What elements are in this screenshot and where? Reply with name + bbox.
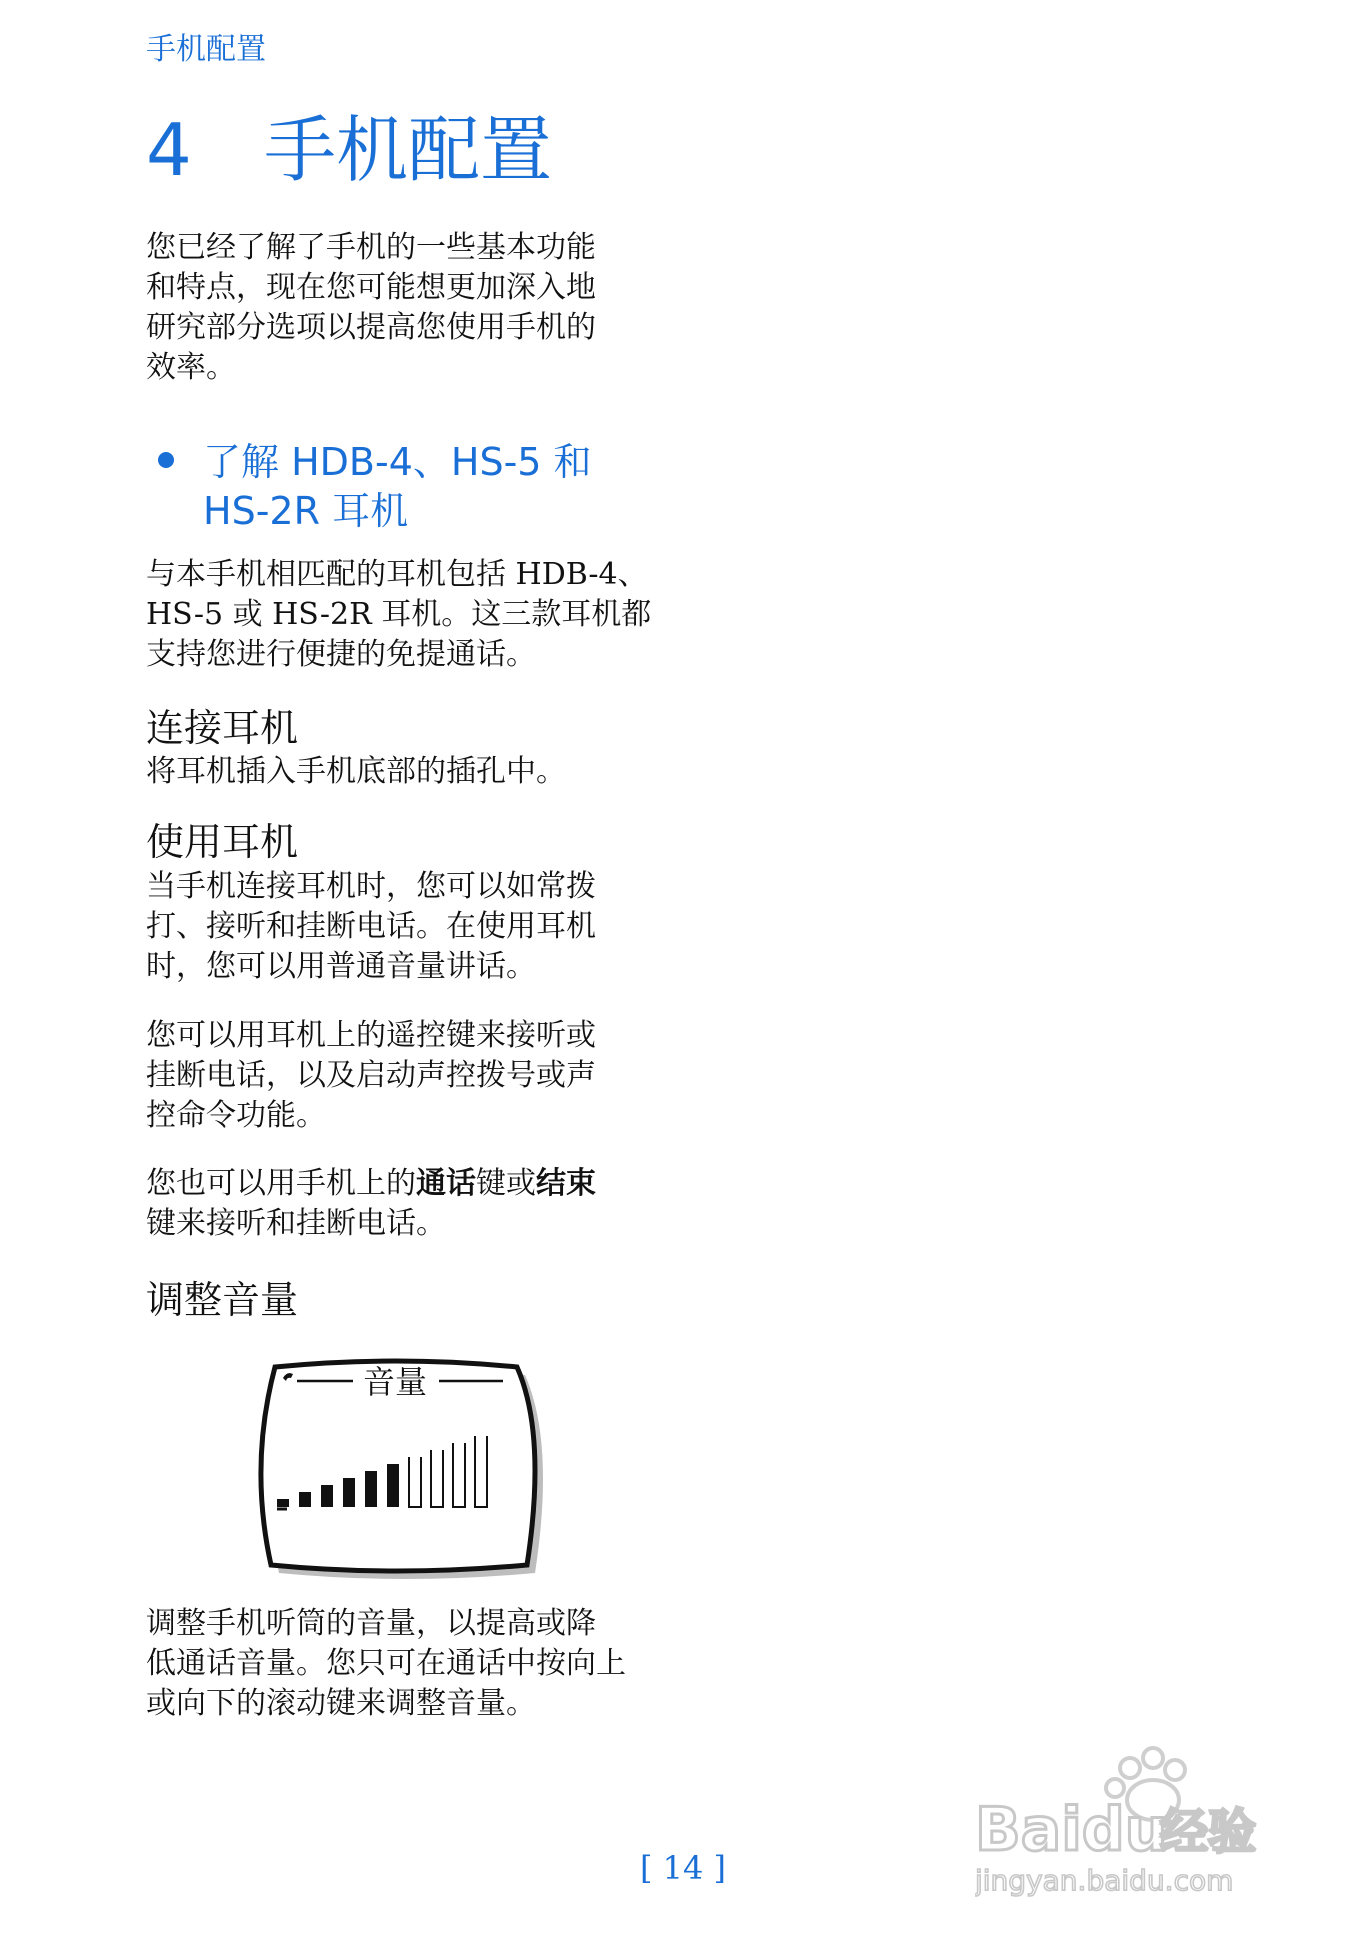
phone-screen-illustration [255,1355,555,1589]
intro-paragraph [146,228,666,388]
volume-bar-filled [365,1471,377,1507]
volume-bar-filled [321,1485,333,1507]
section-title [203,438,643,536]
running-header: 手机配置 [146,32,266,67]
intro-line: 和特点，现在您可能想更加深入地 [146,270,596,305]
volume-bar-filled [387,1464,399,1507]
chapter-number: 4 [146,108,192,192]
connect-body: 将耳机插入手机底部的插孔中。 [146,754,566,789]
watermark-logo [975,1740,1305,1900]
use-paragraph-1 [146,867,666,987]
use-heading: 使用耳机 [146,820,299,864]
intro-line: 您已经了解了手机的一些基本功能 [146,230,596,265]
volume-screen-title: 音量 [362,1363,428,1401]
body-line: 或向下的滚动键来调整音量。 [146,1686,536,1721]
body-line: 键来接听和挂断电话。 [146,1206,446,1241]
section-body [146,555,706,675]
body-line: 与本手机相匹配的耳机包括 HDB-4、 [146,557,648,592]
body-line: 当手机连接耳机时，您可以如常拨 [146,869,596,904]
text-run: 键或 [476,1166,536,1201]
watermark-brand: Baidu [975,1795,1168,1865]
phone-screen-svg [255,1355,555,1585]
watermark-url: jingyan.baidu.com [975,1864,1234,1897]
volume-bar-filled [343,1478,355,1507]
body-line: 控命令功能。 [146,1098,326,1133]
body-line: 支持您进行便捷的免提通话。 [146,637,536,672]
volume-bar-filled [277,1499,289,1507]
intro-line: 效率。 [146,350,236,385]
page-number: [ 14 ] [640,1849,727,1887]
body-line: 低通话音量。您只可在通话中按向上 [146,1646,626,1681]
body-line: 您可以用耳机上的遥控键来接听或 [146,1018,596,1053]
watermark-product: 经验 [1160,1804,1257,1860]
volume-heading: 调整音量 [146,1278,299,1322]
body-line: 打、接听和挂断电话。在使用耳机 [146,909,596,944]
use-paragraph-3 [146,1164,666,1244]
chapter-name: 手机配置 [264,108,553,192]
section-title-line: HS-2R 耳机 [203,489,409,533]
key-name-talk: 通话 [416,1166,476,1201]
bullet-icon [158,452,174,468]
body-line: HS-5 或 HS-2R 耳机。这三款耳机都 [146,597,652,632]
volume-body [146,1604,706,1724]
body-line: 挂断电话，以及启动声控拨号或声 [146,1058,596,1093]
intro-line: 研究部分选项以提高您使用手机的 [146,310,596,345]
baidu-jingyan-watermark [975,1740,1305,1904]
body-line: 时，您可以用普通音量讲话。 [146,949,536,984]
volume-bar-filled [299,1492,311,1507]
body-line: 调整手机听筒的音量，以提高或降 [146,1606,596,1641]
use-paragraph-2 [146,1016,666,1136]
section-title-line: 了解 HDB-4、HS-5 和 [203,440,592,484]
chapter-title [146,105,552,195]
body-line [146,1164,666,1204]
text-run: 您也可以用手机上的 [146,1166,416,1201]
key-name-end: 结束 [536,1166,596,1201]
connect-heading: 连接耳机 [146,706,299,750]
